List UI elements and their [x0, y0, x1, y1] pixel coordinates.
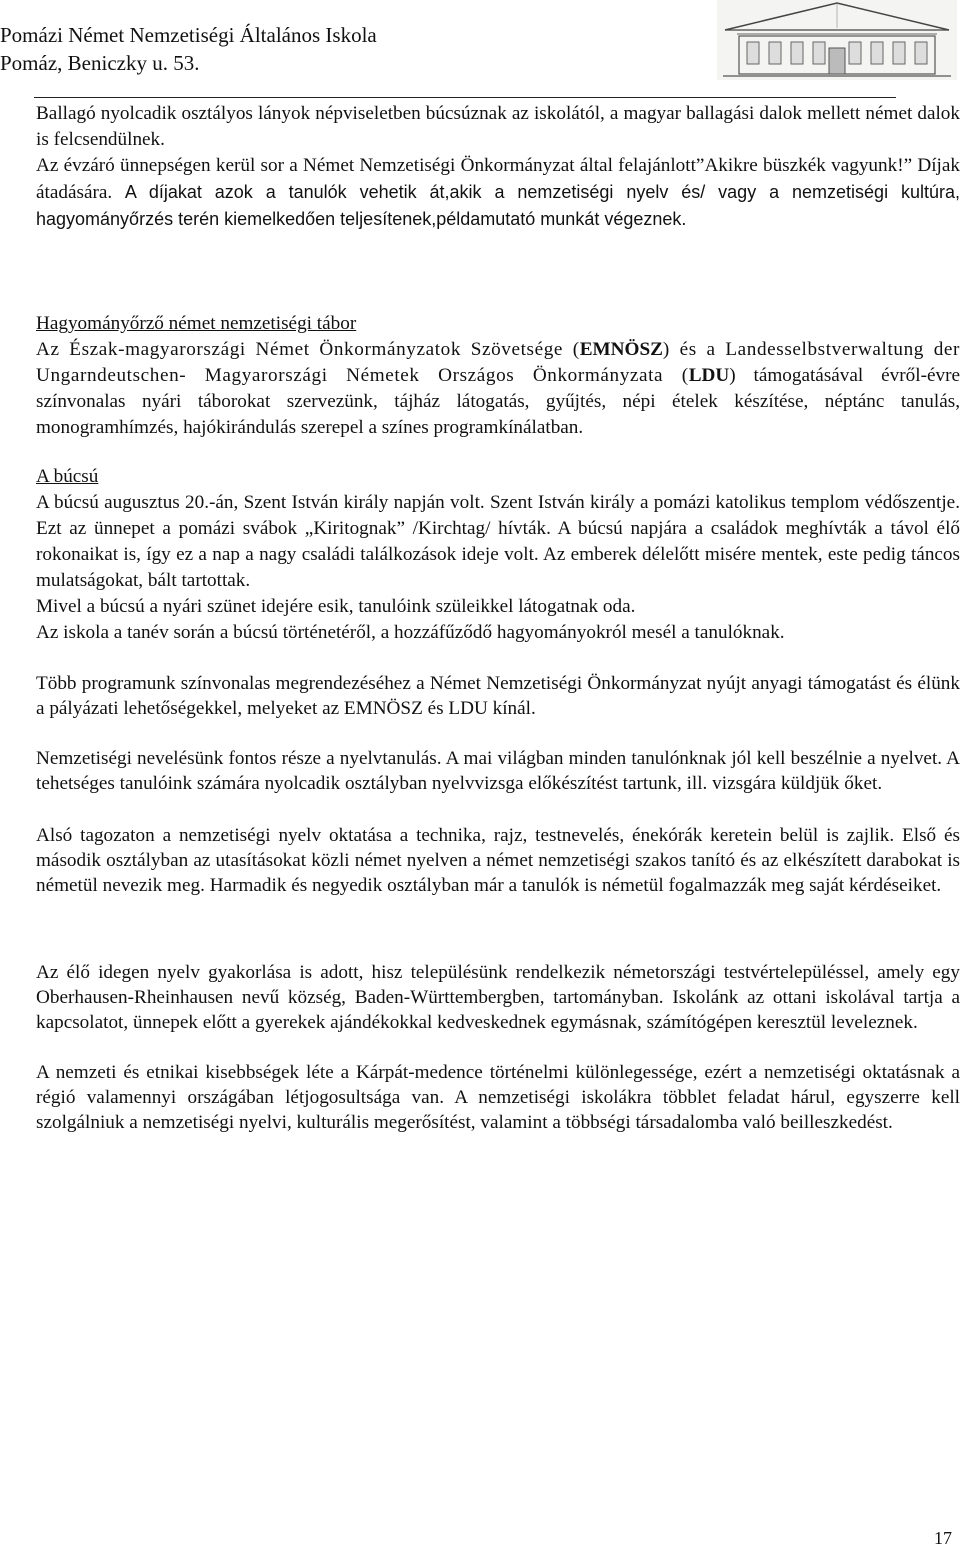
emnosz-abbr: EMNÖSZ: [579, 339, 663, 360]
intro-paragraph: [36, 101, 960, 233]
camp-section: [36, 311, 960, 441]
bucsu-paragraph-3: Az iskola a tanév során a búcsú történetéről, a hozzáfűződő hagyományokról mesél a tanulóknak.: [36, 622, 785, 643]
school-address: Pomáz, Beniczky u. 53.: [0, 51, 200, 75]
document-body: [36, 101, 960, 1135]
school-name: Pomázi Német Nemzetiségi Általános Iskola: [0, 23, 377, 47]
page-number: 17: [934, 1528, 952, 1548]
bucsu-paragraph-1: A búcsú augusztus 20.-án, Szent István király napján volt. Szent István király a pomázi katolikus templom védőszentje. Ezt az ünnepet a pomázi svábok „Kiritognak” /Kirchtag/ hívták. A búcsú napjára a családok meghívták a távol élő rokonaikat is, így ez a nap a nagy családi találkozások ideje volt. Az emberek délelőtt misére mentek, este pedig táncos mulatságokat, bált tartottak.: [36, 492, 960, 591]
camp-text-1: Az Észak-magyarországi Német Önkormányzatok Szövetsége (: [36, 339, 580, 360]
language-paragraph: Nemzetiségi nevelésünk fontos része a nyelvtanulás. A mai világban minden tanulónknak jól kell beszélnie a nyelvet. A tehetséges tanulóink számára nyolcadik osztályban nyelvvizsga előkészítést tartunk, ill. vizsgára küldjük őket.: [36, 748, 960, 794]
twin-town-paragraph: Az élő idegen nyelv gyakorlása is adott, hisz településünk rendelkezik németországi testvértelepüléssel, amely egy Oberhausen-Rheinhausen nevű község, Baden-Württembergben, tartományban. Iskolánk az ottani iskolával tartja a kapcsolatot, ünnepek előtt a gyerekek ajándékokkal kedveskednek egymásnak, számítógépen keresztül leveleznek.: [36, 962, 960, 1033]
bucsu-paragraph-2: Mivel a búcsú a nyári szünet idejére esik, tanulóink szüleikkel látogatnak oda.: [36, 596, 636, 617]
header-divider: [34, 97, 896, 98]
camp-heading: Hagyományőrző német nemzetiségi tábor: [36, 313, 357, 334]
lower-school-paragraph: Alsó tagozaton a nemzetiségi nyelv oktatása a technika, rajz, testnevelés, énekórák keretein belül is zajlik. Első és második osztályban az utasításokat közli német nyelven a német nemzetiségi szakos tanító és az elkészített darabokat is németül nevezik meg. Harmadik és negyedik osztályban már a tanulók is németül fogalmazzák meg saját kérdéseiket.: [36, 825, 960, 896]
ldu-abbr: LDU: [688, 365, 730, 386]
camp-text-2: ) és a Landesselbstverwaltung der Ungarndeutschen- Magyarországi Németek Országos Önkormányzata (: [36, 339, 960, 386]
school-building-drawing-icon: [717, 0, 957, 80]
awards-criteria-sentence: A díjakat azok a tanulók vehetik át,akik a nemzetiségi nyelv és/ vagy a nemzetiségi kultúra, hagyományőrzés terén kiemelkedően teljesítenek,példamutató munkát végeznek.: [36, 182, 960, 229]
camp-text-3: ) támogatásával évről-évre színvonalas nyári táborokat szervezünk, tájház látogatás, gyűjtés, népi ételek készítése, néptánc tanulás, monogramhímzés, hajókirándulás szerepel a színes programkínálatban.: [36, 365, 960, 438]
support-paragraph: Több programunk színvonalas megrendezéséhez a Német Nemzetiségi Önkormányzat nyújt anyagi támogatást és élünk a pályázati lehetőségekkel, melyeket az EMNÖSZ és LDU kínál.: [36, 673, 960, 719]
graduation-sentence: Ballagó nyolcadik osztályos lányok népviseletben búcsúznak az iskolától, a magyar ballagási dalok mellett német dalok is felcsendülnek.: [36, 103, 960, 150]
awards-sentence: Az évzáró ünnepségen kerül sor a Német Nemzetiségi Önkormányzat által felajánlott”Akikre büszkék vagyunk!” Díjak átadására.: [36, 155, 960, 203]
bucsu-heading: A búcsú: [36, 466, 99, 487]
bucsu-section: [36, 464, 960, 646]
minority-paragraph: A nemzeti és etnikai kisebbségek léte a Kárpát-medence történelmi különlegessége, ezért a nemzetiségi oktatásnak a régió valamennyi országában létjogosultsága van. A nemzetiségi iskolákra többlet feladat hárul, egyszerre kell szolgálniuk a nemzetiségi nyelvi, kulturális megerősítést, valamint a többségi társadalomba való beilleszkedést.: [36, 1062, 960, 1133]
